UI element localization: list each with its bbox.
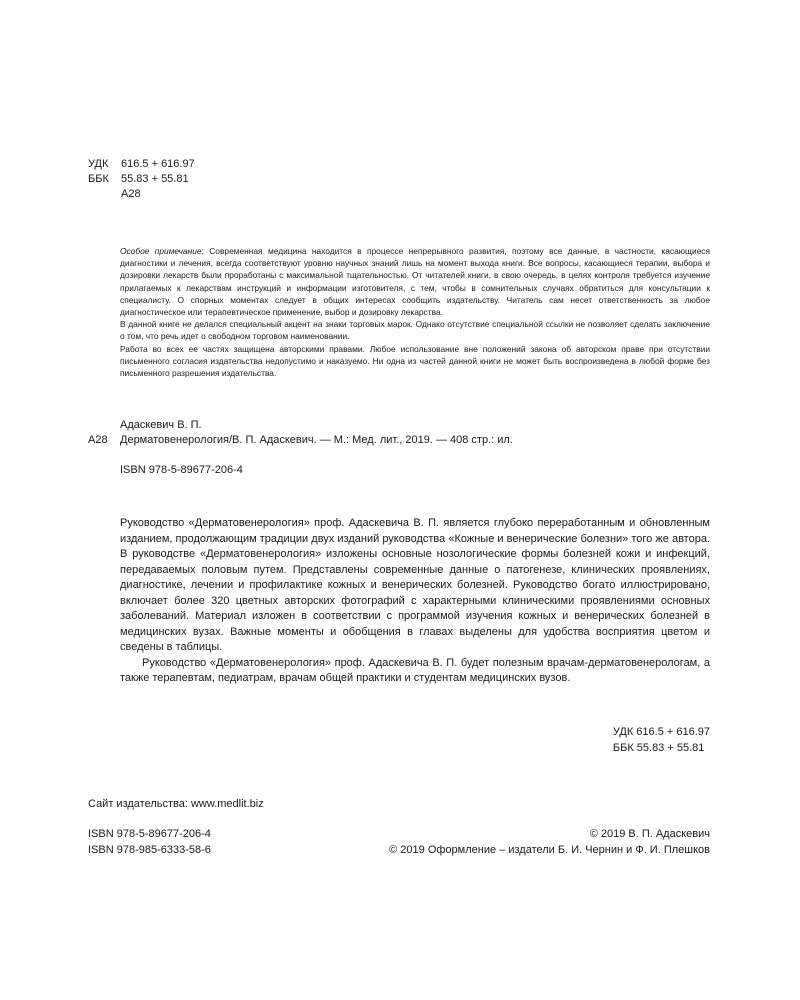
note-paragraph-1 [120, 245, 710, 318]
annotation-paragraph-2: Руководство «Дерматовенерология» проф. Адаскевича В. П. будет полезным врачам-дерматовенерологам, а также терапевтам, педиатрам, врачам общей практики и студентам медицинских вузов. [120, 656, 710, 684]
isbn-item: ISBN 978-5-89677-206-4 [88, 828, 211, 840]
classification-codes-right [613, 725, 710, 756]
classification-codes [88, 157, 195, 202]
udk-label: УДК [88, 158, 109, 170]
card-isbn: ISBN 978-5-89677-206-4 [120, 464, 243, 476]
note-paragraph-2: В данной книге не делался специальный акцент на знаки торговых марок. Однако отсутствие специальной ссылки не позволяет сделать заключение о том, что речь идет о свободном торговом наименовании. [120, 319, 710, 342]
catalog-card [88, 418, 710, 478]
annotation [120, 516, 710, 687]
note-text-1: : Современная медицина находится в процессе непрерывного развития, поэтому все данные, в частности, касающиеся диагностики и лечения, всегда соответствуют уровню научных знаний лишь на момент выхода книги. Все вопросы, касающиеся терапии, выбора и дозировки лекарств были проработаны с максимальной тщательностью. От читателей книги, в свою очередь, в целях контроля требуется изучение прилагаемых к лекарствам инструкций и информации изготовителя, с тем, чтобы в сомнительных случаях обратиться для консультации к специалисту. О спорных моментах следует в общих интересах сообщить издательству. Читатель сам несет ответственность за любое диагностическое или терапевтическое применение, выбор и дозировку лекарства. [120, 246, 711, 318]
card-code: А28 [88, 434, 108, 446]
bbk-label: ББК [88, 173, 109, 185]
isbn-item: ISBN 978-985-6333-58-6 [88, 843, 211, 856]
note-lead: Особое примечание [120, 246, 202, 256]
publisher-site: Сайт издательства: www.medlit.biz [88, 798, 264, 810]
bbk-row [88, 172, 195, 187]
author-mark-row [88, 187, 195, 202]
copyright-item: © 2019 В. П. Адаскевич [589, 828, 710, 840]
isbn-list [88, 827, 211, 858]
author-mark: А28 [121, 188, 141, 200]
bbk-value: 55.83 + 55.81 [121, 173, 189, 185]
copyright-list [389, 827, 710, 858]
bbk-right: ББК 55.83 + 55.81 [612, 741, 705, 754]
card-description-line [88, 433, 710, 448]
special-note [120, 245, 710, 379]
udk-row [88, 157, 195, 172]
udk-value: 616.5 + 616.97 [121, 158, 195, 170]
card-description: Дерматовенерология/В. П. Адаскевич. — М.: Мед. лит., 2019. — 408 стр.: ил. [120, 434, 513, 446]
annotation-paragraph-1: Руководство «Дерматовенерология» проф. Адаскевича В. П. является глубоко переработанным и обновленным изданием, продолжающим традиции двух изданий руководства «Кожные и венерические болезни» того же автора. В руководстве «Дерматовенерология» изложены основные нозологические формы болезней кожи и инфекций, передаваемых половым путем. Представлены современные данные о патогенезе, клинических проявлениях, диагностике, лечении и профилактике кожных и венерических болезней. Руководство богато иллюстрировано, включает более 320 цветных авторских фотографий с характерными клиническими проявлениями основных заболеваний. Материал изложен в соответствии с программой изучения кожных и венерических болезней в медицинских вузах. Важные моменты и обобщения в главах выделены для удобства восприятия цветом и сведены в таблицы. [120, 517, 710, 653]
note-paragraph-3: Работа во всех ее частях защищена авторскими правами. Любое использование вне положений закона об авторском праве при отсутствии письменного согласия издательства недопустимо и наказуемо. Ни одна из частей данной книги не может быть воспроизведена в любой форме без письменного разрешения издательства. [120, 343, 710, 379]
copyright-item: © 2019 Оформление – издатели Б. И. Чернин и Ф. И. Плешков [389, 843, 710, 856]
card-author-line [88, 418, 710, 433]
card-author: Адаскевич В. П. [120, 419, 202, 431]
udk-right: УДК 616.5 + 616.97 [612, 726, 710, 738]
card-isbn-line [88, 463, 710, 478]
